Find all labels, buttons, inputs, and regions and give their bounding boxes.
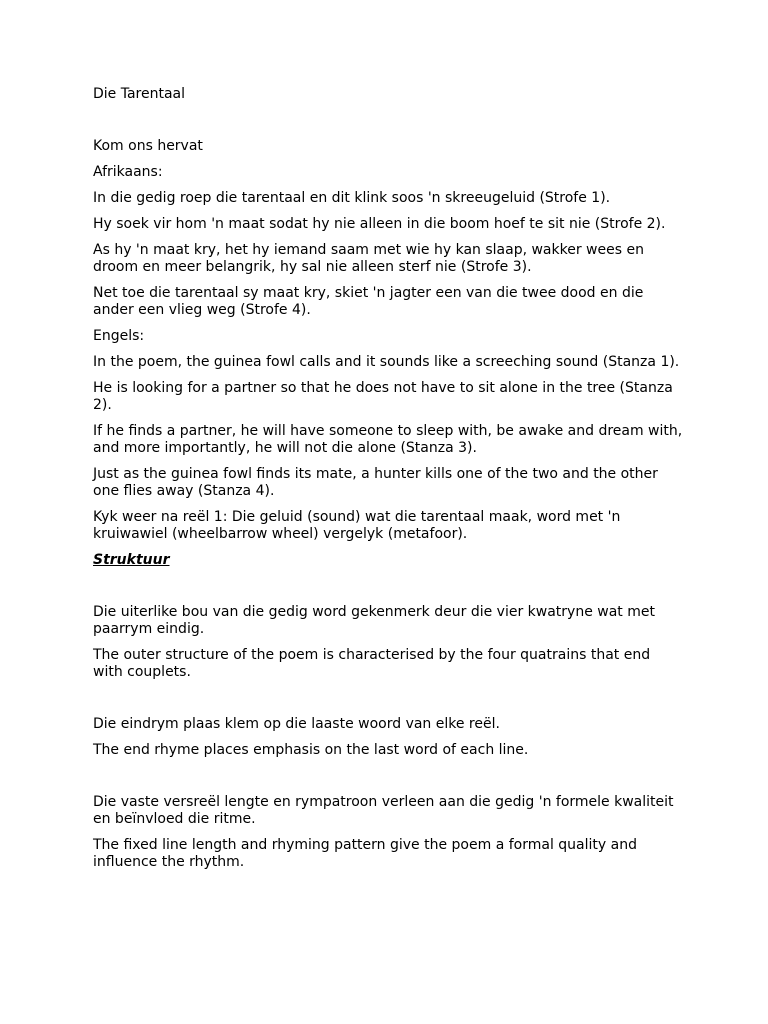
line1-note: Kyk weer na reël 1: Die geluid (sound) wat die tarentaal maak, word met 'n kruiwawiel (wheelbarrow wheel) vergelyk (metafoor). [93,509,621,542]
english-stanza-2: He is looking for a partner so that he does not have to sit alone in the tree (Stanza 2). [93,380,673,413]
structure-afrikaans-1: Die uiterlike bou van die gedig word gekenmerk deur die vier kwatryne wat met paarrym eindig. [93,604,655,637]
english-stanza-4: Just as the guinea fowl finds its mate, a hunter kills one of the two and the other one flies away (Stanza 4). [93,466,658,499]
afrikaans-stanza-2: Hy soek vir hom 'n maat sodat hy nie alleen in die boom hoef te sit nie (Strofe 2). [93,216,666,232]
document-page [93,86,683,880]
intro-text: Kom ons hervat [93,138,203,154]
afrikaans-stanza-3: As hy 'n maat kry, het hy iemand saam met wie hy kan slaap, wakker wees en droom en meer belangrik, hy sal nie alleen sterf nie (Strofe 3). [93,242,644,275]
english-stanza-3: If he finds a partner, he will have someone to sleep with, be awake and dream with, and more importantly, he will not die alone (Stanza 3). [93,423,683,456]
afrikaans-label: Afrikaans: [93,164,163,180]
structure-afrikaans-3: Die vaste versreël lengte en rympatroon verleen aan die gedig 'n formele kwaliteit en beïnvloed die ritme. [93,794,674,827]
structure-english-3: The fixed line length and rhyming pattern give the poem a formal quality and influence the rhythm. [93,837,637,870]
afrikaans-stanza-4: Net toe die tarentaal sy maat kry, skiet 'n jagter een van die twee dood en die ander een vlieg weg (Strofe 4). [93,285,644,318]
structure-heading: Struktuur [93,552,170,568]
structure-english-1: The outer structure of the poem is characterised by the four quatrains that end with couplets. [93,647,651,680]
english-stanza-1: In the poem, the guinea fowl calls and it sounds like a screeching sound (Stanza 1). [93,354,680,370]
structure-english-2: The end rhyme places emphasis on the last word of each line. [93,742,529,758]
english-label: Engels: [93,328,145,344]
afrikaans-stanza-1: In die gedig roep die tarentaal en dit klink soos 'n skreeugeluid (Strofe 1). [93,190,611,206]
structure-afrikaans-2: Die eindrym plaas klem op die laaste woord van elke reël. [93,716,500,732]
document-title: Die Tarentaal [93,86,186,102]
